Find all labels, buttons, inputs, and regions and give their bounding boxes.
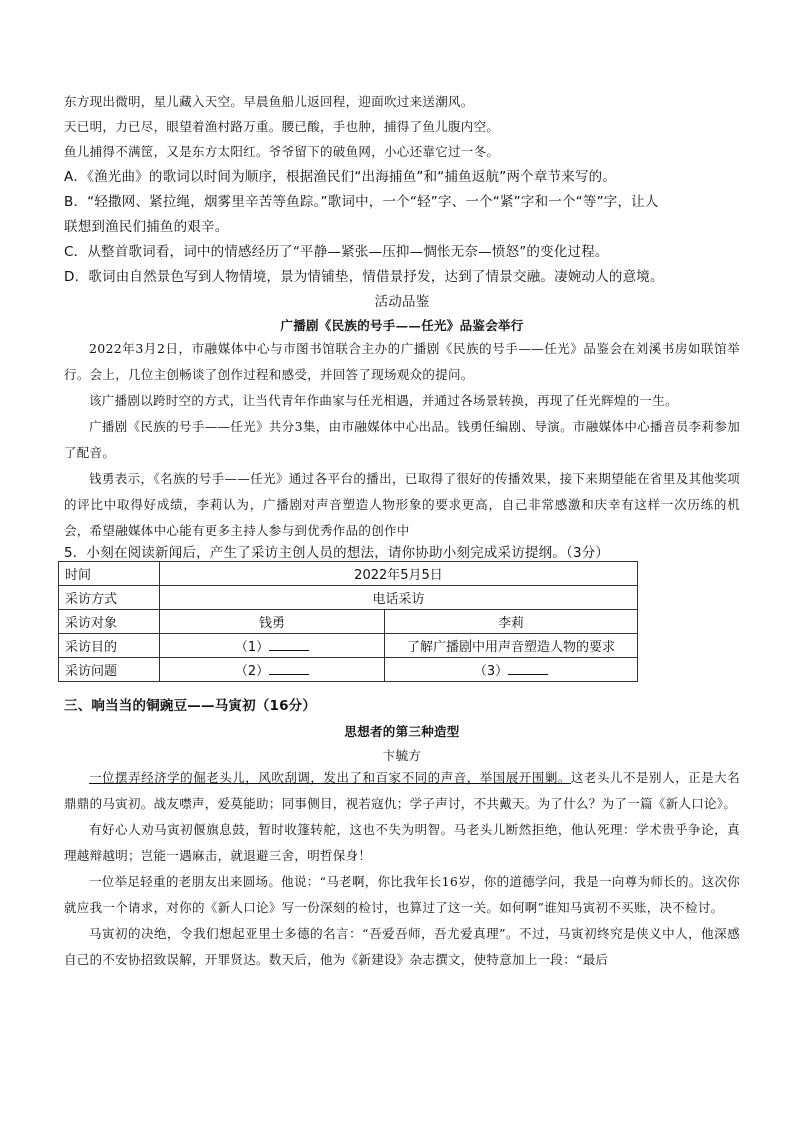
time-label: 时间	[59, 562, 160, 586]
answer-blank[interactable]	[508, 662, 548, 675]
question-5: 5．小刻在阅读新闻后，产生了采访主创人员的想法，请你协助小刻完成采访提纲。（3分）	[64, 545, 610, 561]
table-row	[59, 610, 638, 634]
method-label: 采访方式	[59, 586, 160, 610]
answer-blank[interactable]	[269, 662, 309, 675]
blank-number: （2）	[234, 664, 270, 679]
target-lili: 李莉	[385, 610, 638, 634]
paragraph-text: 这老头儿不是别人，正是大名鼎鼎的马寅初。战友噤声，爱莫能助；同事侧目，视若寇仇；学子声讨，不共戴天。为了什么？为了一篇《新人口论》。	[64, 770, 740, 811]
time-value: 2022年5月5日	[160, 562, 638, 586]
essay-paragraph	[64, 765, 740, 817]
option-b-cont: 联想到渔民们捕鱼的艰辛。	[64, 219, 229, 235]
essay-paragraph: 有好心人劝马寅初偃旗息鼓，暂时收篷转舵，这也不失为明智。马老头儿断然拒绝，他认死理：学术贵乎争论，真理越辩越明；岂能一遇麻击，就退避三舍，明哲保身！	[64, 822, 740, 863]
purpose-label: 采访目的	[59, 634, 160, 658]
activity-heading: 活动品鉴	[374, 294, 430, 310]
news-paragraph: 广播剧《民族的号手——任光》共分3集，由市融媒体中心出品。钱勇任编剧、导演。市融媒体中心播音员李莉参加了配音。	[64, 419, 740, 460]
option-d: D．歌词由自然景色写到人物情境，景为情铺垫，情借景抒发，达到了情景交融。凄婉动人的意境。	[64, 269, 664, 285]
underlined-sentence: 一位摆弄经济学的倔老头儿，风吹刮调，发出了和百家不同的声音，举国展开围剿。	[89, 770, 571, 785]
answer-blank[interactable]	[269, 638, 309, 651]
essay-author: 卞毓方	[382, 748, 422, 763]
question-blank-3[interactable]	[385, 658, 638, 682]
blank-number: （3）	[473, 664, 509, 679]
section-3-heading: 三、响当当的铜豌豆——马寅初（16分）	[64, 698, 317, 714]
news-body	[64, 336, 740, 544]
essay-title: 思想者的第三种造型	[344, 724, 460, 739]
poem-line: 鱼儿捕得不满筐，又是东方太阳红。爷爷留下的破鱼网，小心还靠它过一冬。	[64, 144, 500, 159]
interview-table	[58, 561, 638, 682]
blank-number: （1）	[234, 640, 270, 655]
table-row	[59, 562, 638, 586]
method-value: 电话采访	[160, 586, 638, 610]
essay-paragraph: 马寅初的决绝，令我们想起亚里士多德的名言：“吾爱吾师，吾尤爱真理”。不过，马寅初终究是侠义中人，他深感自己的不安协招致误解，开罪贤达。数天后，他为《新建设》杂志撰文，使特意加上一段：“最后	[64, 926, 740, 967]
poem-line: 东方现出微明，星儿藏入天空。早晨鱼船儿返回程，迎面吹过来送潮风。	[64, 94, 474, 109]
essay-body	[64, 765, 740, 973]
table-row	[59, 634, 638, 658]
purpose-lili: 了解广播剧中用声音塑造人物的要求	[385, 634, 638, 658]
news-title: 广播剧《民族的号手——任光》品鉴会举行	[280, 318, 524, 333]
essay-paragraph: 一位举足轻重的老朋友出来圆场。他说：“马老啊，你比我年长16岁，你的道德学问，我是一向尊为师长的。这次你就应我一个请求，对你的《新人口论》写一份深刻的检讨，也算过了这一关。如何啊”谁知马寅初不买账，决不检讨。	[64, 874, 740, 915]
option-b: B．“轻撒网、紧拉绳，烟雾里辛苦等鱼踪。”歌词中，一个“轻”字、一个“紧”字和一个“等”字，让人	[64, 194, 659, 210]
question-label: 采访问题	[59, 658, 160, 682]
target-label: 采访对象	[59, 610, 160, 634]
target-qianyong: 钱勇	[160, 610, 385, 634]
news-paragraph: 该广播剧以跨时空的方式，让当代青年作曲家与任光相遇，并通过各场景转换，再现了任光辉煌的一生。	[89, 393, 678, 408]
option-a: A．《渔光曲》的歌词以时间为顺序，根据渔民们“出海捕鱼”和“捕鱼返航”两个章节来写的。	[64, 169, 617, 185]
option-c: C．从整首歌词看，词中的情感经历了“平静—紧张—压抑—惆怅无奈—愤怒”的变化过程。	[64, 244, 609, 260]
table-row	[59, 586, 638, 610]
purpose-blank-1[interactable]	[160, 634, 385, 658]
poem-line: 天已明，力已尽，眼望着渔村路万重。腰已酸，手也肿，捕得了鱼儿腹内空。	[64, 119, 500, 134]
news-paragraph: 2022年3月2日，市融媒体中心与市图书馆联合主办的广播剧《民族的号手——任光》品鉴会在刘溪书房如联馆举行。会上，几位主创畅谈了创作过程和感受，并回答了现场观众的提问。	[64, 341, 740, 382]
question-blank-2[interactable]	[160, 658, 385, 682]
table-row	[59, 658, 638, 682]
news-paragraph: 钱勇表示，《名族的号手——任光》通过各平台的播出，已取得了很好的传播效果，接下来期望能在省里及其他奖项的评比中取得好成绩，李莉认为，广播剧对声音塑造人物形象的要求更高，自己非常感激和庆幸有这样一次历练的机会，希望融媒体中心能有更多主持人参与到优秀作品的创作中	[64, 471, 740, 538]
